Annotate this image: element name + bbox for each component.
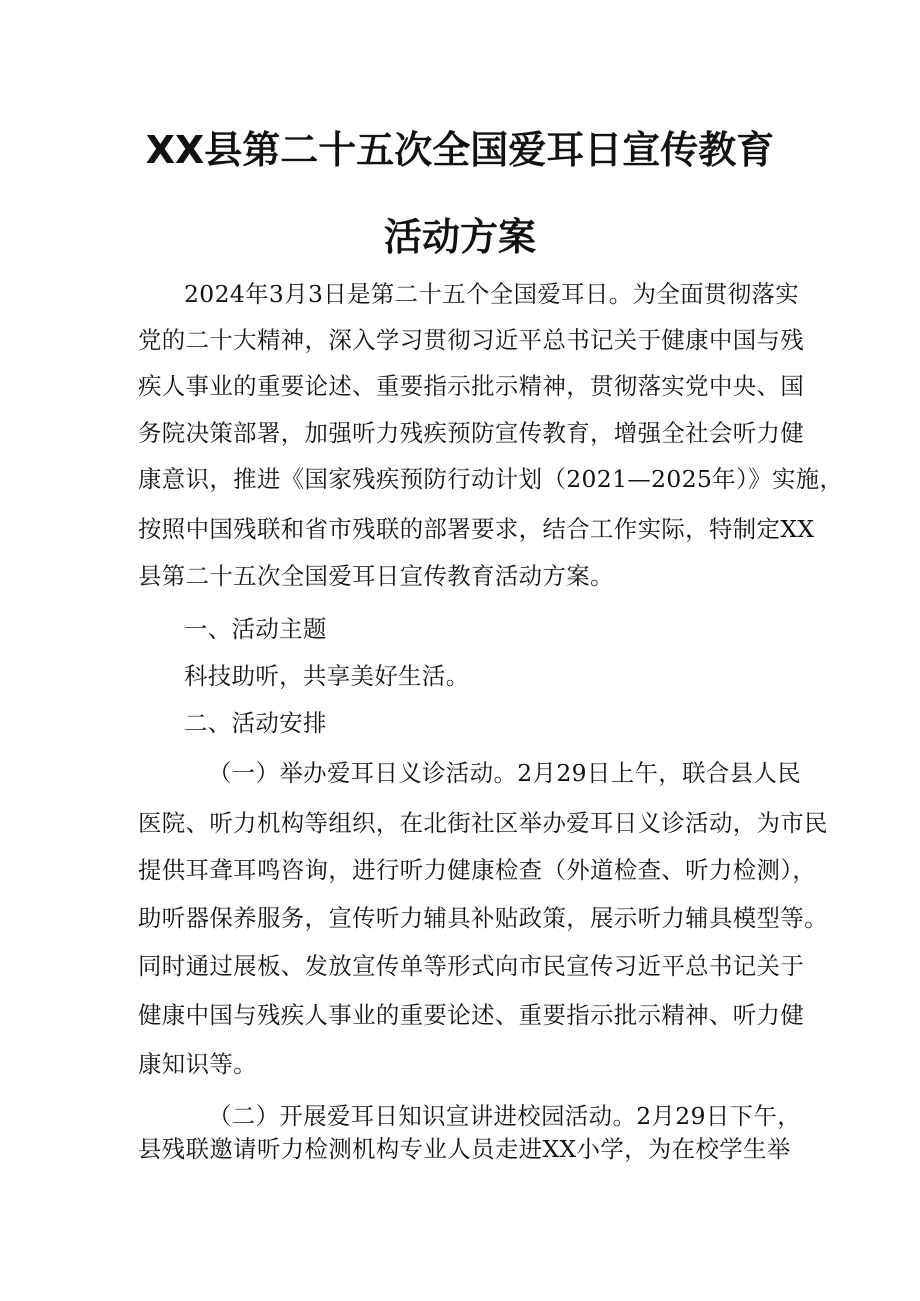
theme-text: 科技助听，共享美好生活。 [184, 662, 470, 690]
item-one-line-5: 同时通过展板、发放宣传单等形式向市民宣传习近平总书记关于 [138, 952, 805, 980]
item-one-line-2: 医院、听力机构等组织，在北街社区举办爱耳日义诊活动，为市民 [138, 809, 828, 837]
paragraph-intro-line-7: 县第二十五次全国爱耳日宣传教育活动方案。 [138, 562, 614, 590]
paragraph-intro-line-5: 康意识，推进《国家残疾预防行动计划（2021—2025年）》实施， [138, 465, 844, 493]
item-one-line-7: 康知识等。 [138, 1050, 257, 1078]
item-two-line-2: 县残联邀请听力检测机构专业人员走进XX小学，为在校学生举 [138, 1135, 791, 1163]
item-one-line-6: 健康中国与残疾人事业的重要论述、重要指示批示精神、听力健 [138, 1001, 805, 1029]
paragraph-intro-line-6: 按照中国残联和省市残联的部署要求，结合工作实际，特制定XX [138, 515, 815, 543]
paragraph-intro-line-1: 2024年3月3日是第二十五个全国爱耳日。为全面贯彻落实 [184, 280, 800, 308]
item-one-line-3: 提供耳聋耳鸣咨询，进行听力健康检查（外道检查、听力检测）， [138, 856, 817, 884]
item-one-line-4: 助听器保养服务，宣传听力辅具补贴政策，展示听力辅具模型等。 [138, 904, 828, 932]
paragraph-intro-line-3: 疾人事业的重要论述、重要指示批示精神，贯彻落实党中央、国 [138, 372, 805, 400]
paragraph-intro-line-2: 党的二十大精神，深入学习贯彻习近平总书记关于健康中国与残 [138, 326, 805, 354]
document-title-line-2: 活动方案 [383, 215, 536, 259]
item-one-line-1: （一）举办爱耳日义诊活动。2月29日上午，联合县人民 [208, 759, 802, 787]
paragraph-intro-line-4: 务院决策部署，加强听力残疾预防宣传教育，增强全社会听力健 [138, 419, 805, 447]
item-two-line-1: （二）开展爱耳日知识宣讲进校园活动。2月29日下午， [208, 1102, 802, 1130]
section-heading-arrangement: 二、活动安排 [184, 709, 327, 737]
document-title-line-1: XX县第二十五次全国爱耳日宣传教育 [145, 128, 775, 172]
section-heading-theme: 一、活动主题 [184, 615, 327, 643]
